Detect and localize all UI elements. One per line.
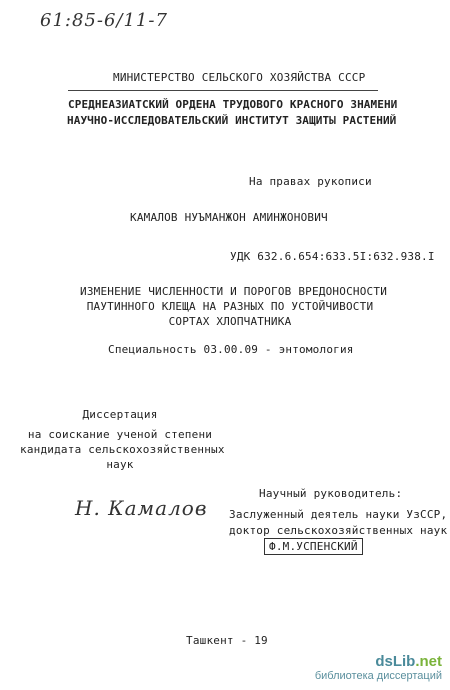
watermark-tagline: библиотека диссертаций [314, 670, 442, 682]
dissertation-line-1: на соискание ученой степени [27, 428, 213, 441]
place-year: Ташкент - 19 [186, 634, 268, 647]
supervisor-name: Ф.М.УСПЕНСКИЙ [264, 538, 363, 555]
supervisor-title-2: доктор сельскохозяйственных наук [229, 524, 448, 537]
archive-code: 61:85-6/11-7 [40, 10, 168, 31]
watermark-logo [315, 653, 442, 670]
watermark-logo-main: dsLib [375, 653, 416, 670]
handwritten-signature: Н. Камалов [75, 496, 208, 520]
title-line-1: ИЗМЕНЕНИЕ ЧИСЛЕННОСТИ И ПОРОГОВ ВРЕДОНОСНОСТИ [80, 285, 388, 298]
supervisor-title-1: Заслуженный деятель науки УзССР, [229, 508, 448, 521]
udc-code: УДК 632.6.654:633.5I:632.938.I [230, 250, 435, 263]
ministry-name: МИНИСТЕРСТВО СЕЛЬСКОГО ХОЗЯЙСТВА СССР [113, 71, 366, 84]
dissertation-line-2: кандидата сельскохозяйственных [20, 443, 225, 456]
institute-line-2: НАУЧНО-ИССЛЕДОВАТЕЛЬСКИЙ ИНСТИТУТ ЗАЩИТЫ РАСТЕНИЙ [67, 114, 397, 127]
title-line-3: СОРТАХ ХЛОПЧАТНИКА [168, 315, 292, 328]
manuscript-rights: На правах рукописи [249, 175, 372, 188]
header-divider [68, 90, 378, 91]
specialty: Специальность 03.00.09 - энтомология [108, 343, 354, 356]
supervisor-heading: Научный руководитель: [259, 487, 403, 500]
dissertation-line-3: наук [106, 458, 134, 471]
watermark-logo-suffix: .net [415, 653, 442, 670]
watermark [315, 653, 442, 682]
dissertation-heading: Диссертация [82, 408, 158, 421]
author-name: КАМАЛОВ НУЪМАНЖОН АМИНЖОНОВИЧ [130, 211, 328, 224]
institute-line-1: СРЕДНЕАЗИАТСКИЙ ОРДЕНА ТРУДОВОГО КРАСНОГО ЗНАМЕНИ [68, 98, 398, 111]
title-line-2: ПАУТИННОГО КЛЕЩА НА РАЗНЫХ ПО УСТОЙЧИВОСТИ [86, 300, 374, 313]
